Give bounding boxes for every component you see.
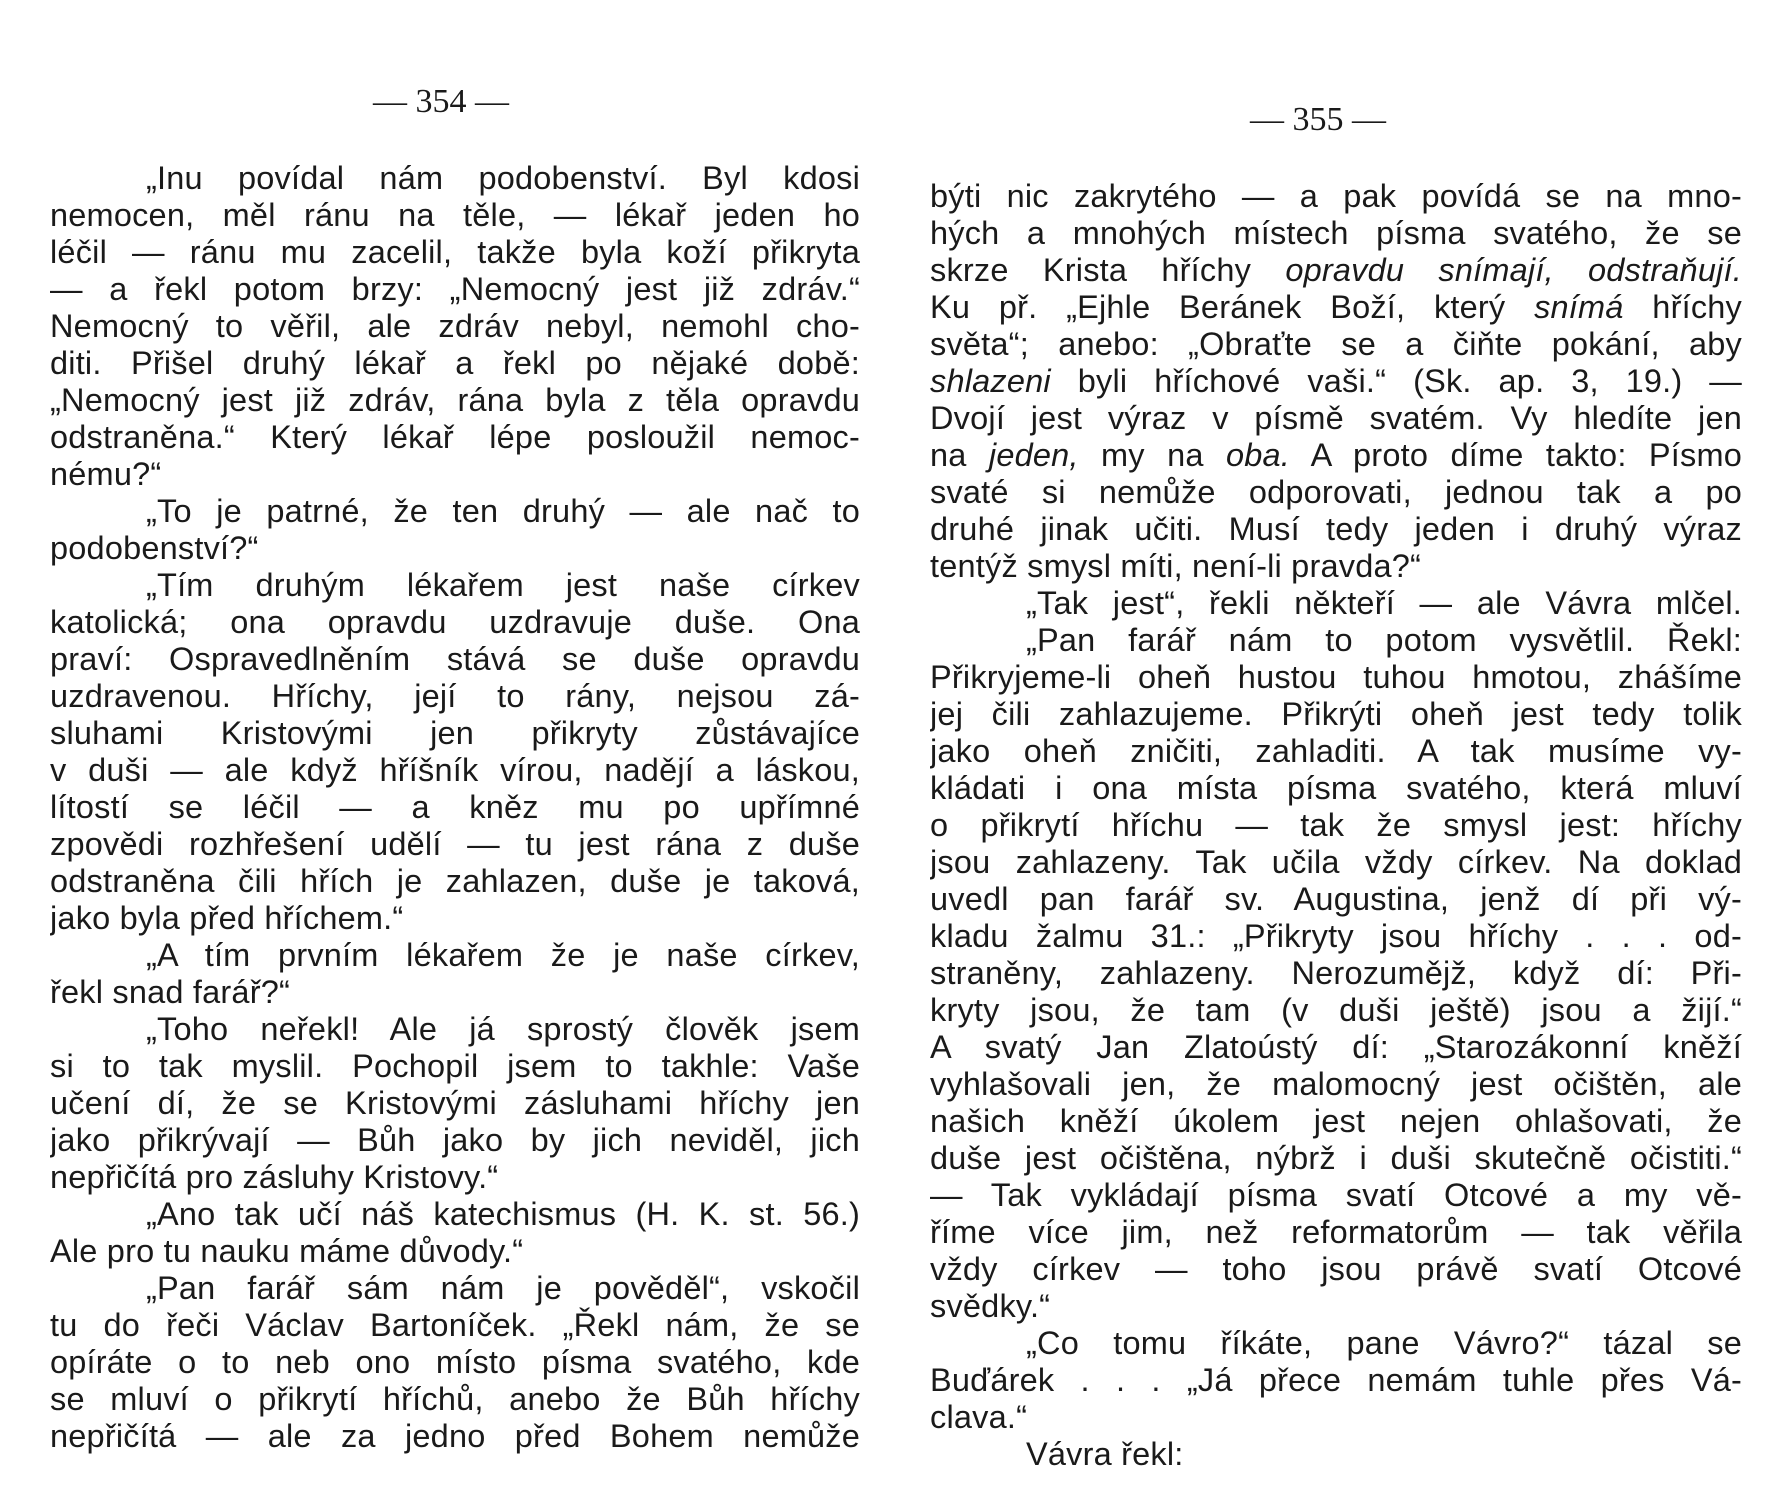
text-line: nepřičítá pro zásluhy Kristovy.“: [50, 1159, 499, 1195]
text-line: — Tak vykládají písma svatí Otcové a my vě-: [930, 1177, 1742, 1213]
text-line: Nemocný to věřil, ale zdráv nebyl, nemohl cho-: [50, 308, 860, 344]
text-line: „Tím druhým lékařem jest naše církev: [146, 567, 860, 603]
text-line: vyhlašovali jen, že malomocný jest očištěn, ale: [930, 1066, 1742, 1102]
text-line: našich kněží úkolem jest nejen ohlašovati, že: [930, 1103, 1742, 1139]
text-line: kryty jsou, že tam (v duši ještě) jsou a žijí.“: [930, 992, 1742, 1028]
text-line: býti nic zakrytého — a pak povídá se na mno-: [930, 178, 1742, 214]
text-line: odstraněna.“ Který lékař lépe posloužil nemoc-: [50, 419, 860, 455]
page-body: [930, 178, 1742, 1473]
page-number: — 354 —: [373, 83, 509, 120]
text-line: vždy církev — toho jsou právě svatí Otcové: [930, 1251, 1742, 1287]
left-page: [50, 0, 860, 1500]
right-page: [930, 0, 1742, 1500]
italic-text: jeden,: [988, 437, 1079, 473]
text-line: jsou zahlazeny. Tak učila vždy církev. Na doklad: [930, 844, 1742, 880]
text-line: A svatý Jan Zlatoústý dí: „Starozákonní kněží: [930, 1029, 1742, 1065]
text-line: řekl snad farář?“: [50, 974, 291, 1010]
italic-text: oba.: [1225, 437, 1291, 473]
text-segment: hříchy: [1623, 289, 1742, 325]
text-line: zpovědi rozhřešení udělí — tu jest rána z duše: [50, 826, 860, 862]
page-number: — 355 —: [1250, 101, 1386, 138]
text-line: o přikrytí hříchu — tak že smysl jest: hříchy: [930, 807, 1742, 843]
text-line: [930, 289, 1742, 326]
text-line: „Toho neřekl! Ale já sprostý člověk jsem: [146, 1011, 860, 1047]
text-line: odstraněna čili hřích je zahlazen, duše je taková,: [50, 863, 860, 899]
text-line: „Tak jest“, řekli někteří — ale Vávra mlčel.: [1026, 585, 1742, 621]
text-line: jako byla před hříchem.“: [50, 900, 404, 936]
text-line: „Ano tak učí náš katechismus (H. K. st. 56.): [146, 1196, 860, 1232]
text-line: se mluví o přikrytí hříchů, anebo že Bůh hříchy: [50, 1381, 860, 1417]
text-line: „Pan farář sám nám je pověděl“, vskočil: [146, 1270, 860, 1306]
text-line: straněny, zahlazeny. Nerozumějž, když dí: Při-: [930, 955, 1742, 991]
text-line: „Nemocný jest již zdráv, rána byla z těla opravdu: [50, 382, 860, 418]
text-segment: Ku př. „Ejhle Beránek Boží, který: [930, 289, 1535, 325]
text-line: tu do řeči Václav Bartoníček. „Řekl nám, že se: [50, 1307, 860, 1343]
text-line: sluhami Kristovými jen přikryty zůstávajíce: [50, 715, 860, 751]
text-line: „Inu povídal nám podobenství. Byl kdosi: [146, 160, 860, 196]
text-line: v duši — ale když hříšník vírou, nadějí a láskou,: [50, 752, 860, 788]
text-line: druhé jinak učiti. Musí tedy jeden i druhý výraz: [930, 511, 1742, 547]
text-line: duše jest očištěna, nýbrž i duši skutečně očistiti.“: [930, 1140, 1742, 1176]
italic-text: snímá: [1534, 289, 1624, 325]
text-line: nepřičítá — ale za jedno před Bohem nemůže: [50, 1418, 860, 1454]
text-segment: skrze Krista hříchy: [930, 252, 1286, 288]
text-line: svědky.“: [930, 1288, 1051, 1324]
text-line: [930, 252, 1742, 289]
text-line: diti. Přišel druhý lékař a řekl po nějaké době:: [50, 345, 860, 381]
text-line: jako oheň zničiti, zahladiti. A tak musíme vy-: [930, 733, 1742, 769]
text-line: „Pan farář nám to potom vysvětlil. Řekl:: [1026, 622, 1742, 658]
text-line: clava.“: [930, 1399, 1028, 1435]
text-segment: my na: [1078, 437, 1226, 473]
text-line: nemocen, měl ránu na těle, — lékař jeden ho: [50, 197, 860, 233]
text-line: Ale pro tu nauku máme důvody.“: [50, 1233, 524, 1269]
text-line: nému?“: [50, 456, 162, 492]
text-line: kládati i ona místa písma svatého, která mluví: [930, 770, 1742, 806]
text-line: svaté si nemůže odporovati, jednou tak a po: [930, 474, 1742, 510]
text-line: si to tak myslil. Pochopil jsem to takhle: Vaše: [50, 1048, 860, 1084]
text-line: uvedl pan farář sv. Augustina, jenž dí při vý-: [930, 881, 1742, 917]
text-line: uzdravenou. Hříchy, její to rány, nejsou zá-: [50, 678, 860, 714]
text-line: „Co tomu říkáte, pane Vávro?“ tázal se: [1026, 1325, 1742, 1361]
text-line: říme více jim, než reformatorům — tak věřila: [930, 1214, 1742, 1250]
text-line: jej čili zahlazujeme. Přikrýti oheň jest tedy tolik: [930, 696, 1742, 732]
text-line: „To je patrné, že ten druhý — ale nač to: [146, 493, 860, 529]
text-line: — a řekl potom brzy: „Nemocný jest již zdráv.“: [50, 271, 860, 307]
text-line: Přikryjeme-li oheň hustou tuhou hmotou, zhášíme: [930, 659, 1742, 695]
text-line: učení dí, že se Kristovými zásluhami hříchy jen: [50, 1085, 860, 1121]
text-line: Dvojí jest výraz v písmě svatém. Vy hledíte jen: [930, 400, 1742, 436]
text-line: praví: Ospravedlněním stává se duše opravdu: [50, 641, 860, 677]
text-line: hých a mnohých místech písma svatého, že se: [930, 215, 1742, 251]
text-line: „A tím prvním lékařem že je naše církev,: [146, 937, 860, 973]
italic-text: opravdu snímají, odstraňují.: [1285, 252, 1742, 288]
text-line: opíráte o to neb ono místo písma svatého, kde: [50, 1344, 860, 1380]
text-line: podobenství?“: [50, 530, 259, 566]
page-body: [50, 160, 860, 1455]
text-line: Vávra řekl:: [1026, 1436, 1184, 1472]
text-line: léčil — ránu mu zacelil, takže byla koží přikryta: [50, 234, 860, 270]
text-line: kladu žalmu 31.: „Přikryty jsou hříchy . . . od-: [930, 918, 1742, 954]
text-line: tentýž smysl míti, není-li pravda?“: [930, 548, 1422, 584]
text-line: světa“; anebo: „Obraťte se a čiňte pokání, aby: [930, 326, 1742, 362]
text-line: [930, 363, 1742, 400]
text-segment: byli hříchové vaši.“ (Sk. ap. 3, 19.) —: [1050, 363, 1742, 399]
text-segment: A proto díme takto: Písmo: [1290, 437, 1742, 473]
italic-text: shlazeni: [930, 363, 1051, 399]
text-line: jako přikrývají — Bůh jako by jich neviděl, jich: [50, 1122, 860, 1158]
text-line: Buďárek . . . „Já přece nemám tuhle přes Vá-: [930, 1362, 1742, 1398]
text-line: katolická; ona opravdu uzdravuje duše. Ona: [50, 604, 860, 640]
text-line: lítostí se léčil — a kněz mu po upřímné: [50, 789, 860, 825]
text-line: [930, 437, 1742, 474]
text-segment: na: [930, 437, 989, 473]
